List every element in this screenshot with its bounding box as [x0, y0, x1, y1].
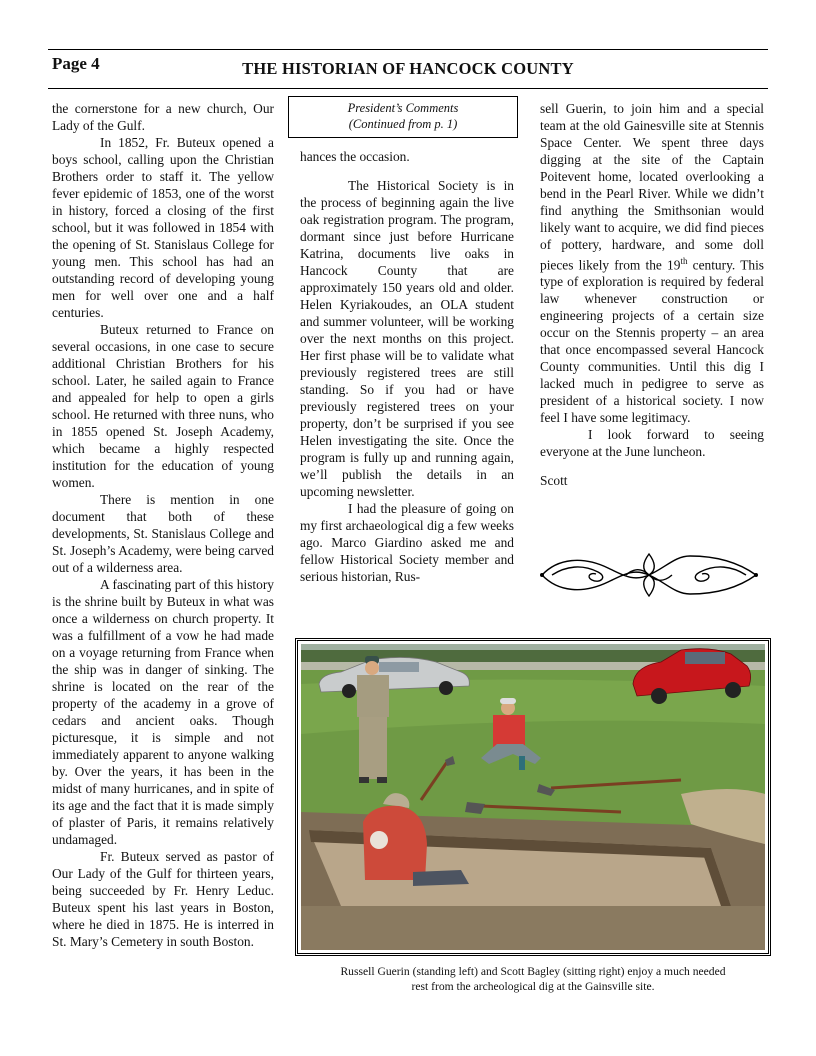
paragraph: Buteux returned to France on several occasions, in one case to secure additional Christian Brothers for his school. Later, he sailed again to France and appealed for help to open a girls school. He returned with three nuns, who in 1855 opened St. Joseph Academy, which became a highly respected institution for the education of young women. [52, 322, 274, 490]
paragraph-gap [540, 460, 764, 472]
header-rule [48, 88, 768, 89]
column-middle [300, 148, 514, 585]
column-right [540, 100, 764, 489]
paragraph: The Historical Society is in the process of beginning again the live oak registration program. The program, dormant since just before Hurricane Katrina, documents live oaks in Hancock County that are approximately 150 years old and older. Helen Kyriakoudes, an OLA student and summer volunteer, will be working over the next months on this project. Her first phase will be to validate what previously registered trees are still standing. So if you had or have previously registered trees on your property, don’t be surprised if you see Helen investigating the site. Once the program is fully up and running again, we’ll publish the details in an upcoming newsletter. [300, 178, 514, 499]
paragraph: I look forward to seeing everyone at the June luncheon. [540, 427, 764, 460]
paragraph: I had the pleasure of going on my first archaeological dig a few weeks ago. Marco Giardino asked me and fellow Historical Society member and serious historian, Rus- [300, 501, 514, 584]
caption-line: Russell Guerin (standing left) and Scott Bagley (sitting right) enjoy a much needed [340, 965, 726, 978]
photo-frame [295, 638, 771, 956]
text-run: century. This type of exploration is required by federal law whenever construction or engineering projects of a certain size occur on the Stennis property – an area that once encompassed several Hancock County communities. Until this dig I lacked much in pedigree to serve as president of a historical society. I now feel I have some legitimacy. [540, 257, 764, 426]
paragraph: Fr. Buteux served as pastor of Our Lady of the Gulf for thirteen years, being succeeded by Fr. Henry Leduc. Buteux spent his last years in Boston, where he died in 1875. He is interred in St. Mary’s Cemetery in south Boston. [52, 849, 274, 949]
column-left [52, 100, 274, 950]
presidents-comments-box [288, 96, 518, 138]
signature: Scott [540, 473, 568, 489]
paragraph [540, 100, 764, 426]
paragraph: There is mention in one document that both of these developments, St. Stanislaus College and St. Joseph’s Academy, were being carved out of a wilderness area. [52, 492, 274, 575]
paragraph: A fascinating part of this history is the shrine built by Buteux in what was once a wilderness on church property. It was a fulfillment of a vow he had made on a voyage returning from France when the ship was in danger of sinking. The shrine is located on the rear of the property of the academy in a grove of cedars and ancient oaks. Though picturesque, it is simple and not immediately apparent to anyone walking by. Over the years, it has been in the midst of many hurricanes, and in spite of its age and the fact that it is made simply of plaster of Paris, it remains relatively undamaged. [52, 577, 274, 847]
paragraph-gap [300, 165, 514, 177]
text-run: sell Guerin, to join him and a special team at the old Gainesville site at Stennis Space Center. We spent three days digging at the site of the Captain Poitevent home, located overlooking a bend in the Pearl River. While we didn’t find anything the Smithsonian would likely want to acquire, we did find pieces of pottery, hardware, and some doll pieces likely from the 19 [540, 101, 764, 273]
top-rule [48, 49, 768, 50]
dig-site-photo [301, 644, 765, 950]
paragraph: In 1852, Fr. Buteux opened a boys school, calling upon the Christian Brothers order to staff it. The yellow fever epidemic of 1853, one of the worst in history, forced a closing of the first school, but it was followed in 1854 with the opening of St. Stanislaus College for young men. This school has had an outstanding record of developing young men for well over one and a half centuries. [52, 135, 274, 320]
scroll-flourish-icon [538, 548, 760, 602]
page-number: Page 4 [52, 54, 100, 73]
box-subtitle: (Continued from p. 1) [348, 117, 458, 131]
caption-line: rest from the archeological dig at the Gainsville site. [411, 980, 655, 993]
photo-caption [298, 964, 768, 994]
superscript: th [680, 256, 688, 266]
standing-man [357, 656, 389, 783]
newsletter-title: THE HISTORIAN OF HANCOCK COUNTY [242, 59, 574, 78]
paragraph: the cornerstone for a new church, Our Lady of the Gulf. [52, 101, 274, 133]
paragraph: hances the occasion. [300, 149, 410, 164]
box-title: President’s Comments [347, 101, 459, 115]
